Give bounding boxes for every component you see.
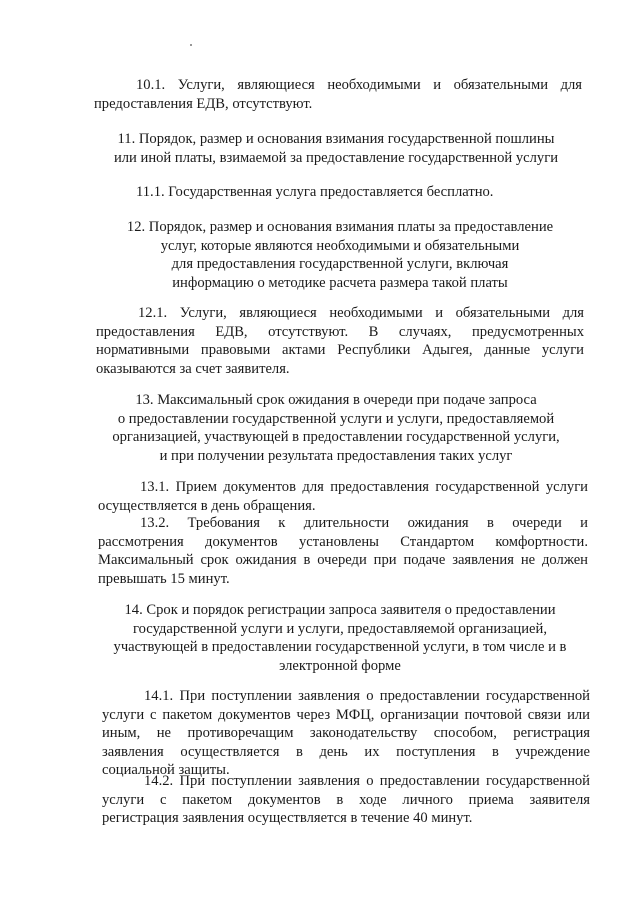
heading-line: о предоставлении государственной услуги и услуги, предоставляемой	[117, 410, 555, 427]
heading-line: информацию о методике расчета размера такой платы	[172, 274, 508, 291]
text-line: 11.1. Государственная услуга предоставляется бесплатно.	[136, 184, 494, 200]
text-line: предоставления ЕДВ, отсутствуют.	[94, 95, 313, 112]
heading-line: или иной платы, взимаемой за предоставление государственной услуги	[113, 149, 559, 166]
heading-section-14	[60, 601, 620, 675]
text-line: превышать 15 минут.	[98, 570, 230, 587]
heading-line: государственной услуги и услуги, предоставляемой организацией,	[133, 620, 547, 637]
heading-line: 13. Максимальный срок ожидания в очереди при подаче запроса	[135, 392, 537, 408]
paragraph-11-1	[136, 183, 596, 202]
heading-line: и при получении результата предоставления таких услуг	[159, 447, 513, 464]
heading-section-11	[60, 130, 612, 167]
heading-line: организацией, участвующей в предоставлении государственной услуги,	[112, 429, 560, 445]
paragraph-14-1	[102, 687, 590, 780]
heading-line: 11. Порядок, размер и основания взимания государственной пошлины	[117, 131, 555, 147]
heading-line: участвующей в предоставлении государственной услуги, в том числе и в	[113, 639, 567, 655]
heading-line: 14. Срок и порядок регистрации запроса заявителя о предоставлении	[124, 602, 556, 618]
text-line: рассмотрения документов установлены Стандартом комфортности.	[98, 533, 588, 550]
heading-line: электронной форме	[279, 657, 401, 674]
paragraph-13-1	[98, 478, 588, 515]
paragraph-14-2	[102, 772, 590, 828]
text-line: 10.1. Услуги, являющиеся необходимыми и обязательными для	[136, 77, 582, 93]
heading-section-12	[70, 218, 610, 292]
text-line: 14.1. При поступлении заявления о предоставлении государственной	[144, 688, 590, 704]
paragraph-10-1	[94, 76, 582, 113]
text-line: Максимальный срок ожидания в очереди при подаче заявления не должен	[98, 552, 588, 568]
text-line: нормативными правовыми актами Республики Адыгея, данные услуги	[96, 342, 584, 358]
heading-line: услуг, которые являются необходимыми и обязательными	[160, 237, 520, 254]
text-line: 14.2. При поступлении заявления о предоставлении государственной	[144, 773, 590, 789]
text-line: иным, не противоречащим законодательству способом, регистрация	[102, 725, 590, 741]
heading-line: 12. Порядок, размер и основания взимания платы за предоставление	[126, 219, 554, 235]
text-line: 13.2. Требования к длительности ожидания в очереди и	[140, 515, 588, 531]
heading-line: для предоставления государственной услуги, включая	[171, 256, 509, 272]
text-line: оказываются за счет заявителя.	[96, 360, 290, 377]
paragraph-13-2	[98, 514, 588, 588]
text-line: услуги с пакетом документов в ходе личного приема заявителя	[102, 791, 590, 808]
text-line: 12.1. Услуги, являющиеся необходимыми и обязательными для	[138, 305, 584, 321]
text-line: осуществляется в день обращения.	[98, 497, 316, 514]
text-line: заявления осуществляется в день их поступления в учреждение	[102, 743, 590, 760]
text-line: услуги с пакетом документов через МФЦ, организации почтовой связи или	[102, 706, 590, 723]
text-line: регистрация заявления осуществляется в течение 40 минут.	[102, 810, 473, 826]
scan-speck	[190, 44, 192, 46]
text-line: предоставления ЕДВ, отсутствуют. В случаях, предусмотренных	[96, 323, 584, 340]
text-line: социальной защиты.	[102, 762, 230, 778]
paragraph-12-1	[96, 304, 584, 378]
text-line: 13.1. Прием документов для предоставления государственной услуги	[140, 479, 588, 495]
heading-section-13	[60, 391, 612, 465]
